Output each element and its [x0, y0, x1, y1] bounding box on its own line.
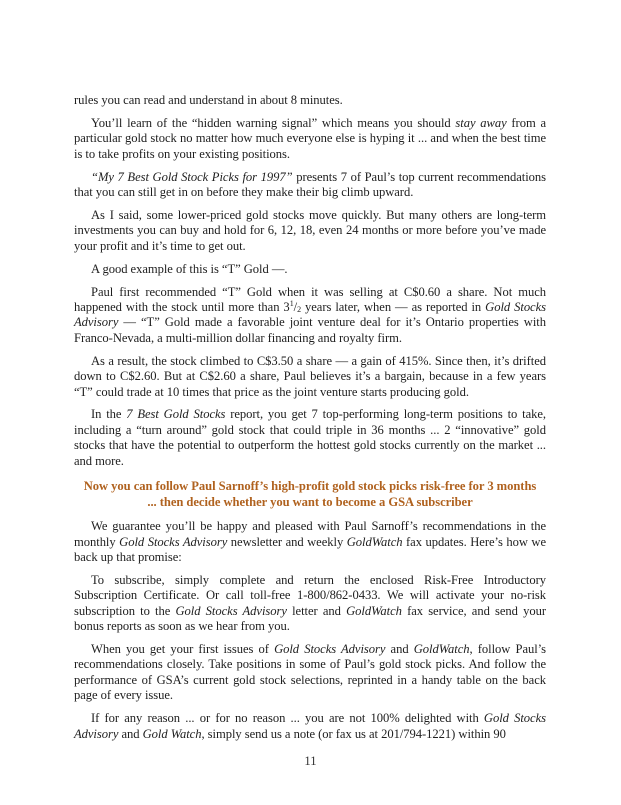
italic-text: stay away	[455, 115, 507, 130]
body-paragraph	[74, 208, 546, 254]
italic-text: GoldWatch	[346, 534, 403, 549]
text-run: from a particular gold stock no matter how much everyone else is hyping it ... and when the best time is to take profits on your existing positions.	[74, 115, 546, 161]
text-run: fax service, and send your bonus reports as soon as we hear from you.	[74, 603, 547, 634]
body-paragraph	[74, 93, 546, 108]
text-run: and	[385, 642, 414, 657]
italic-text: GoldWatch	[413, 642, 470, 657]
text-run: letter and	[286, 603, 347, 618]
italic-text: Gold Stocks Advisory	[175, 603, 287, 618]
text-run: Now you can follow Paul Sarnoff’s high-profit gold stock picks risk-free for 3 months ... then decide whether you want to become a GSA subscriber	[83, 479, 537, 509]
body-paragraph	[74, 116, 546, 162]
text-run: rules you can read and understand in about 8 minutes.	[74, 93, 343, 107]
text-run: In the	[91, 407, 127, 422]
fraction-numerator: 1	[289, 298, 294, 308]
italic-text: “My 7 Best Gold Stock Picks for 1997”	[91, 169, 293, 184]
body-paragraph	[74, 285, 546, 347]
text-run: and	[118, 726, 143, 741]
text-run: presents 7 of Paul’s top current recommendations that you can still get in on before they make their big climb upward.	[74, 169, 546, 200]
italic-text: Gold Stocks Advisory	[274, 642, 386, 657]
text-run: — “T” Gold made a favorable joint venture deal for it’s Ontario properties with Franco-Nevada, a multi-million dollar financing and royalty firm.	[74, 315, 546, 345]
text-run: , follow Paul’s recommendations closely. Take positions in some of Paul’s gold stock picks. And follow the performance of GSA’s current gold stock selections, reprinted in a handy table on the back page of every issue.	[74, 642, 547, 703]
text-run: As a result, the stock climbed to C$3.50 a share — a gain of 415%. Since then, it’s drifted down to C$2.60. But at C$2.60 a share, Paul believes it’s a bargain, because in a few years “T” could trade at 10 times that price as the joint venture starts producing gold.	[74, 353, 546, 399]
text-run: years later, when — as reported in	[301, 299, 486, 314]
italic-text: Gold Watch	[142, 726, 202, 741]
text-run: As I said, some lower-priced gold stocks move quickly. But many others are long-term investments you can buy and hold for 6, 12, 18, even 24 months or more before you’ve made your profit and it’s time to get out.	[74, 207, 546, 253]
text-run: When you get your first issues of	[91, 642, 275, 657]
body-paragraph	[74, 573, 546, 635]
body-paragraph	[74, 354, 546, 400]
text-run: newsletter and weekly	[227, 534, 347, 549]
body-paragraph	[74, 262, 546, 277]
body-paragraph	[74, 642, 546, 704]
text-run: If for any reason ... or for no reason ... you are not 100% delighted with	[91, 711, 484, 726]
italic-text: Gold Stocks Advisory	[119, 534, 228, 549]
text-run: report, you get 7 top-performing long-term positions to take, including a “turn around” gold stock that could triple in 36 months ... 2 “innovative” gold stocks that have the potential to outperform the hottest gold stocks currently on the market ... and more.	[74, 407, 547, 468]
body-paragraph	[74, 407, 546, 469]
text-run: Paul first recommended “T” Gold when it was selling at C$0.60 a share. Not much happened with the stock until more than 3	[74, 284, 546, 314]
text-run: /	[293, 299, 298, 314]
body-text-column	[74, 93, 546, 750]
italic-text: Gold Stocks Advisory	[74, 711, 546, 741]
body-paragraph	[74, 711, 546, 742]
italic-text: GoldWatch	[346, 603, 402, 618]
body-paragraph	[74, 519, 546, 565]
callout-heading	[82, 479, 538, 510]
body-paragraph	[74, 170, 546, 201]
text-run: You’ll learn of the “hidden warning signal” which means you should	[91, 115, 456, 130]
text-run: , simply send us a note (or fax us at 201/794-1221) within 90	[201, 726, 506, 741]
text-run: To subscribe, simply complete and return the enclosed Risk-Free Introductory Subscription Certificate. Or call toll-free 1-800/862-0433. We will activate your no-risk subscription to the	[74, 572, 546, 618]
italic-text: 7 Best Gold Stocks	[126, 407, 226, 422]
fraction-denominator: 2	[297, 304, 302, 314]
italic-text: Gold Stocks Advisory	[74, 299, 546, 330]
text-run: fax updates. Here’s how we back up that promise:	[74, 534, 546, 565]
text-run: A good example of this is “T” Gold —.	[91, 261, 288, 276]
text-run: We guarantee you’ll be happy and pleased with Paul Sarnoff’s recommendations in the monthly	[74, 519, 546, 549]
page-number: 11	[304, 754, 317, 768]
